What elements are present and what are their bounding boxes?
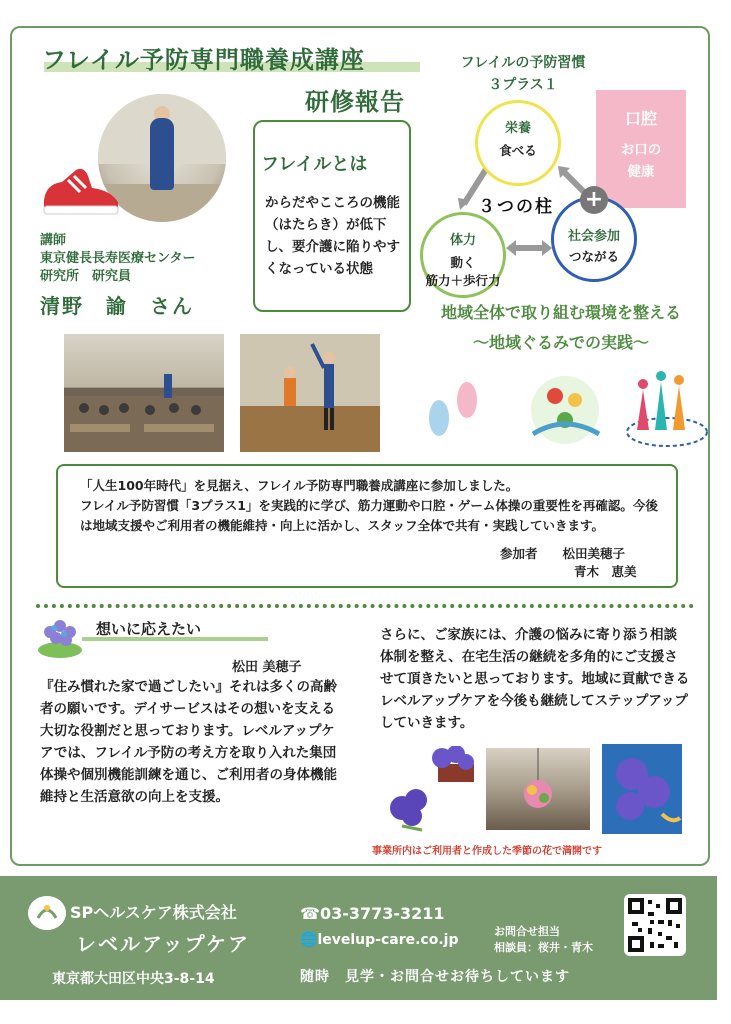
signature-label: 参加者: [500, 546, 538, 561]
brand-name: レベルアップケア: [76, 932, 250, 956]
oral-health-box: [596, 90, 686, 208]
signature-name-2: 青木 恵美: [574, 564, 637, 579]
page-subtitle: 研修報告: [305, 88, 405, 116]
page-title: フレイル予防専門職養成講座: [42, 46, 365, 74]
contact-label: お問合せ担当: [494, 925, 560, 938]
three-pillars-label: ３つの柱: [478, 197, 554, 217]
website-link[interactable]: [300, 932, 458, 948]
habits-title: [440, 52, 606, 96]
section-title: 想いに応えたい: [96, 620, 202, 638]
healthy-food-icon: [531, 376, 599, 444]
contact-person: [494, 924, 593, 956]
pillar-exercise-title: 体力: [449, 233, 476, 248]
section-divider: [36, 604, 694, 608]
habits-title-line1: フレイルの予防習慣: [460, 55, 586, 71]
lecturer-name: 清野 諭 さん: [40, 294, 194, 318]
exercise-demo-photo: [240, 334, 380, 452]
lecturer-role: 講師: [40, 233, 67, 248]
pillar-social-body: つながる: [568, 249, 619, 264]
frailty-heading: フレイルとは: [261, 154, 368, 175]
report-line1: 「人生100年時代」を見据え、フレイル予防専門職養成講座に参加しました。: [80, 478, 519, 493]
article-author: 松田 美穂子: [232, 660, 302, 675]
illustration-icons: [415, 370, 715, 460]
report-text: [80, 476, 666, 536]
oral-body: [596, 139, 686, 183]
article-right-text: さらに、ご家族には、介護の悩みに寄り添う相談体制を整え、在宅生活の継続を多角的にご支援させて頂きたいと思っております。地域に貢献できるレベルアップケアを今後も継続してステップアップしていきます。: [380, 627, 690, 731]
pillar-exercise-body1: 動く: [450, 255, 476, 270]
community-line1: 地域全体で取り組む環境を整える: [440, 303, 681, 322]
frailty-body: からだやこころの機能（はたらき）が低下し、要介護に陥りやすくなっている状態: [265, 195, 400, 277]
qr-code-icon[interactable]: [624, 894, 686, 956]
visit-message: 随時 見学・お問合せお待ちしています: [300, 969, 570, 985]
flower-caption: 事業所内はご利用者と作成した季節の花で満開です: [372, 846, 602, 857]
contact-names: 相談員：桜井・青木: [494, 941, 593, 954]
frailty-definition-box: [253, 120, 411, 312]
seminar-room-photo: [64, 334, 224, 452]
pillar-social-title: 社会参加: [567, 229, 620, 244]
hanging-flower-photo: [486, 748, 590, 830]
pillar-exercise-body: [423, 254, 503, 290]
report-signature-1: [500, 544, 625, 562]
hydrangea-icon: [32, 610, 90, 660]
footprints-icon: [429, 382, 477, 436]
plus-icon: +: [580, 186, 608, 214]
community-line2: 〜地域ぐるみでの実践〜: [472, 333, 649, 352]
company-name: SPヘルスケア株式会社: [70, 903, 237, 922]
people-circle-icon: [627, 371, 707, 446]
oral-body-line2: 健康: [627, 164, 655, 180]
article-left-text: 『住み慣れた家で過ごしたい』それは多くの高齢者の願いです。デイサービスはその想いを支える大切な役割だと思っております。レベルアップケアでは、フレイル予防の考え方を取り入れた集団体操や個別機能訓練を通じ、ご利用者の身体機能維持と生活意欲の向上を支援。: [40, 679, 337, 805]
address: 東京都大田区中央3-8-14: [52, 971, 215, 987]
pillar-nutrition-title: 栄養: [504, 121, 531, 136]
arrow-exercise-social: [506, 238, 552, 258]
lecturer-org: 東京健長長寿医療センター: [40, 251, 196, 266]
globe-icon: 🌐: [300, 932, 318, 948]
pillar-exercise-body2: 筋力＋歩行力: [425, 273, 501, 288]
habits-title-line2: ３プラス１: [488, 77, 558, 93]
community-slogan: [408, 298, 714, 358]
hydrangea-wall-photo: [602, 744, 682, 834]
shoe-illustration: [40, 162, 122, 218]
signature-name-1: 松田美穂子: [562, 546, 626, 561]
phone-icon: ☎: [300, 904, 320, 923]
pillar-nutrition-body: 食べる: [499, 143, 537, 158]
report-line2: フレイル予防習慣「3プラス1」を実践的に学び、筋力運動や口腔・ゲーム体操の重要性を再確認。今後は地域支援やご利用者の機能維持・向上に活かし、スタッフ全体で共有・実践していきます。: [80, 498, 658, 533]
phone-number[interactable]: [300, 904, 445, 923]
phone-number-text: 03-3773-3211: [319, 904, 445, 923]
purple-flower-craft-photo: [382, 746, 478, 836]
pillar-nutrition: [475, 100, 561, 186]
oral-body-line1: お口の: [620, 142, 662, 158]
footer: [0, 876, 717, 1000]
lecturer-info: [40, 232, 195, 286]
lecturer-dept: 研究所 研究員: [40, 269, 132, 284]
company-logo-icon: [28, 896, 66, 930]
pillar-exercise: [420, 212, 506, 298]
report-summary-box: [56, 464, 678, 588]
website-url: levelup-care.co.jp: [317, 932, 459, 948]
oral-title: 口腔: [624, 109, 657, 128]
